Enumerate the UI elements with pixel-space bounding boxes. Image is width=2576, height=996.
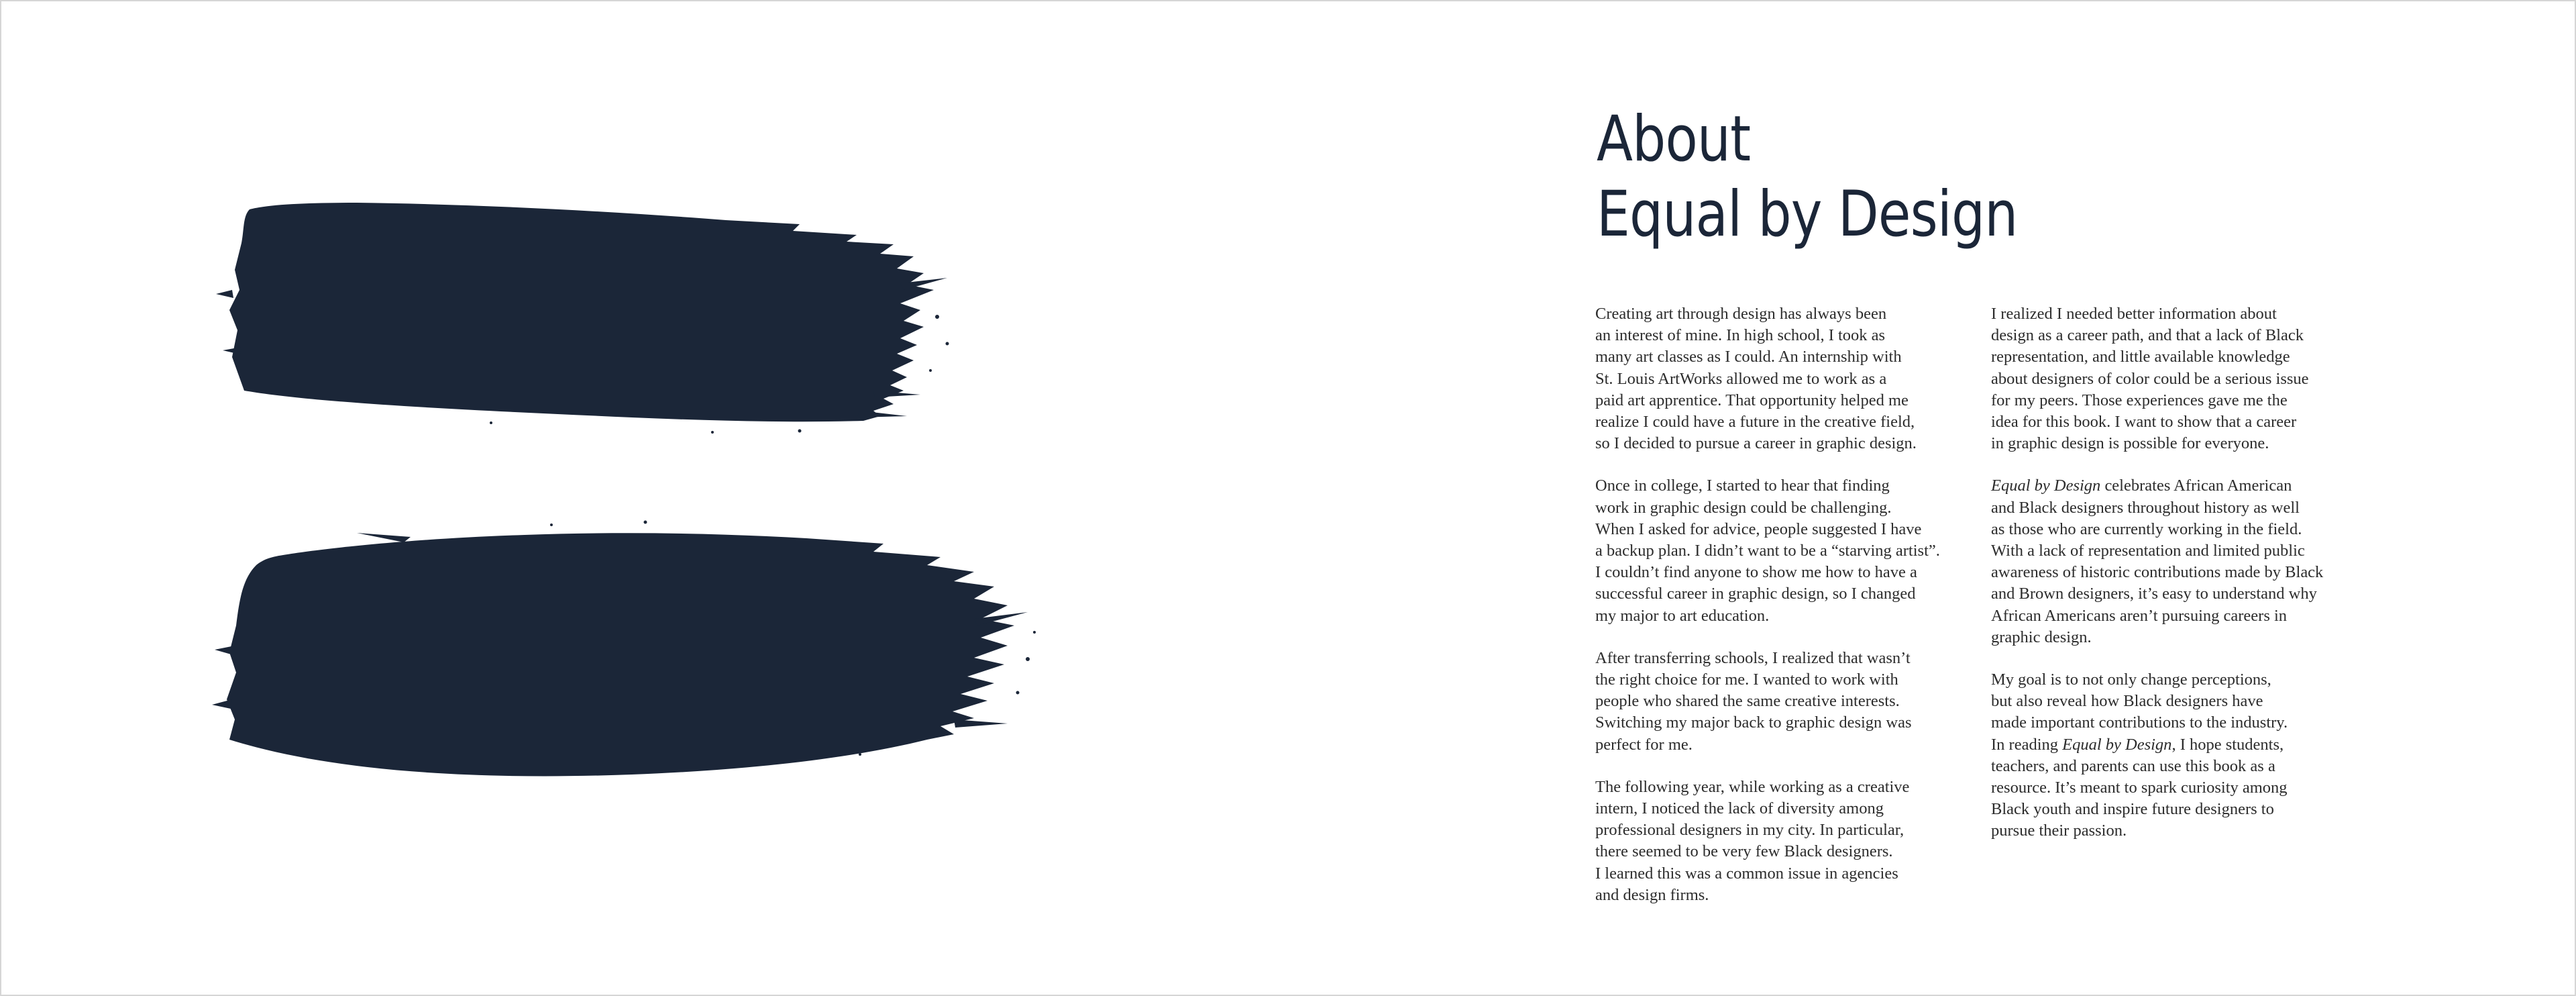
text-line: successful career in graphic design, so I changed <box>1595 585 1916 603</box>
title-line-1: About <box>1597 103 1751 176</box>
text-line: an interest of mine. In high school, I took as <box>1595 326 1886 345</box>
text-line: professional designers in my city. In particular, <box>1595 821 1904 840</box>
text-line: African Americans aren’t pursuing careers in <box>1991 606 2288 625</box>
top-brush-stroke <box>216 203 949 434</box>
paragraph <box>1595 475 1971 626</box>
text-line <box>1991 734 2367 756</box>
paragraph <box>1595 648 1971 756</box>
text-line: After transferring schools, I realized that wasn’t <box>1595 648 1911 667</box>
paragraph <box>1991 669 2367 842</box>
paragraph <box>1991 303 2367 454</box>
text-line: Switching my major back to graphic design was <box>1595 713 1912 732</box>
right-text-column <box>1991 303 2367 863</box>
text-line: perfect for me. <box>1595 735 1693 754</box>
text-line: paid art apprentice. That opportunity helped me <box>1595 391 1909 409</box>
left-text-column <box>1595 303 1971 927</box>
text-line: Black youth and inspire future designers to <box>1991 800 2274 819</box>
text-line: people who shared the same creative interests. <box>1595 692 1900 711</box>
text-line: pursue their passion. <box>1991 821 2127 840</box>
text-line: realize I could have a future in the creative field, <box>1595 413 1915 432</box>
text-line: there seemed to be very few Black designers. <box>1595 842 1893 861</box>
text-line: so I decided to pursue a career in graphic design. <box>1595 434 1917 453</box>
page-title <box>1597 102 2017 252</box>
text-line: I learned this was a common issue in agencies <box>1595 864 1898 883</box>
paragraph <box>1595 777 1971 906</box>
text-line: graphic design. <box>1991 628 2092 646</box>
text-line: my major to art education. <box>1595 606 1770 625</box>
text-line: teachers, and parents can use this book as a <box>1991 756 2275 775</box>
text-line: My goal is to not only change perceptions, <box>1991 670 2271 689</box>
text-line: St. Louis ArtWorks allowed me to work as a <box>1595 369 1887 388</box>
text-line: idea for this book. I want to show that a career <box>1991 413 2297 432</box>
book-title-italic: Equal by Design <box>1991 477 2101 495</box>
text-line: representation, and little available knowledge <box>1991 348 2290 366</box>
text-line: many art classes as I could. An internship with <box>1595 348 1902 366</box>
text-line: design as a career path, and that a lack of Black <box>1991 326 2304 345</box>
text-line: Once in college, I started to hear that finding <box>1595 477 1890 495</box>
text-line: the right choice for me. I wanted to work with <box>1595 670 1898 689</box>
text-line: but also reveal how Black designers have <box>1991 692 2263 711</box>
text-line: and Brown designers, it’s easy to understand why <box>1991 585 2317 603</box>
text-line: With a lack of representation and limited public <box>1991 542 2305 560</box>
text-line <box>1991 475 2367 497</box>
text-fragment: , I hope students, <box>2171 735 2284 754</box>
text-fragment: In reading <box>1991 735 2063 754</box>
text-line: awareness of historic contributions made by Black <box>1991 563 2324 582</box>
text-line: I couldn’t find anyone to show me how to have a <box>1595 563 1917 582</box>
text-line: When I asked for advice, people suggested I have <box>1595 519 1922 538</box>
paragraph <box>1595 303 1971 454</box>
title-line-2: Equal by Design <box>1597 178 2018 251</box>
text-line: for my peers. Those experiences gave me the <box>1991 391 2288 409</box>
paragraph <box>1991 475 2367 648</box>
equal-sign-brush-strokes-illustration <box>203 189 1102 793</box>
text-line: Creating art through design has always been <box>1595 305 1887 323</box>
text-line: and design firms. <box>1595 885 1709 904</box>
text-line: made important contributions to the industry. <box>1991 713 2288 732</box>
text-line: as those who are currently working in the field. <box>1991 519 2302 538</box>
bottom-brush-stroke <box>212 521 1036 777</box>
text-line: The following year, while working as a creative <box>1595 777 1910 796</box>
text-line: about designers of color could be a serious issue <box>1991 369 2309 388</box>
text-line: and Black designers throughout history as well <box>1991 498 2300 517</box>
text-fragment: celebrates African American <box>2100 477 2292 495</box>
text-line: in graphic design is possible for everyone. <box>1991 434 2269 453</box>
book-title-italic: Equal by Design <box>2062 735 2172 754</box>
text-line: intern, I noticed the lack of diversity among <box>1595 799 1884 818</box>
text-line: resource. It’s meant to spark curiosity among <box>1991 779 2288 797</box>
text-line: work in graphic design could be challenging. <box>1595 498 1892 517</box>
text-line: a backup plan. I didn’t want to be a “starving artist”. <box>1595 542 1940 560</box>
text-line: I realized I needed better information about <box>1991 305 2277 323</box>
